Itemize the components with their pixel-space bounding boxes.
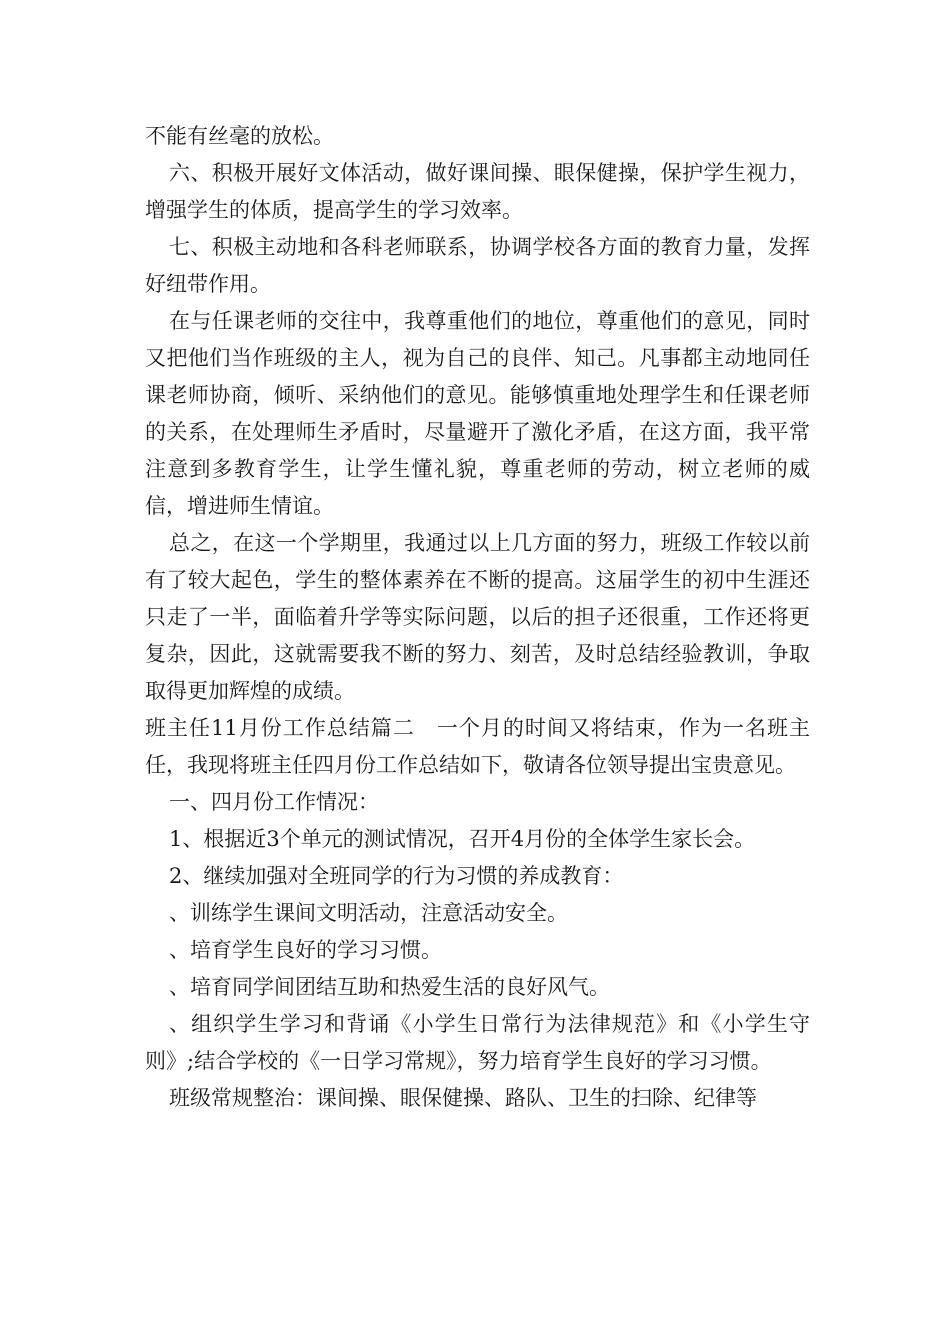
section-heading-paragraph: 班主任11月份工作总结篇二 一个月的时间又将结束，作为一名班主任，我现将班主任四月份工作总结如下，敬请各位领导提出宝贵意见。 bbox=[145, 716, 810, 777]
paragraph: 六、积极开展好文体活动，做好课间操、眼保健操，保护学生视力，增强学生的体质，提高学生的学习效率。 bbox=[145, 161, 810, 222]
list-item: 、培育同学间团结互助和热爱生活的良好风气。 bbox=[169, 975, 610, 999]
document-page bbox=[145, 118, 810, 1117]
paragraph: 不能有丝毫的放松。 bbox=[145, 124, 334, 148]
list-heading: 一、四月份工作情况： bbox=[169, 790, 379, 814]
list-item: 2、继续加强对全班同学的行为习惯的养成教育： bbox=[169, 864, 624, 888]
paragraph: 在与任课老师的交往中，我尊重他们的地位，尊重他们的意见，同时又把他们当作班级的主人，视为自己的良伴、知己。凡事都主动地同任课老师协商，倾听、采纳他们的意见。能够慎重地处理学生和任课老师的关系，在处理师生矛盾时，尽量避开了激化矛盾，在这方面，我平常注意到多教育学生，让学生懂礼貌，尊重老师的劳动，树立老师的威信，增进师生情谊。 bbox=[145, 309, 810, 518]
paragraph: 总之，在这一个学期里，我通过以上几方面的努力，班级工作较以前有了较大起色，学生的整体素养在不断的提高。这届学生的初中生涯还只走了一半，面临着升学等实际问题，以后的担子还很重，工作还将更复杂，因此，这就需要我不断的努力、刻苦，及时总结经验教训，争取取得更加辉煌的成绩。 bbox=[145, 531, 810, 703]
list-item: 、培育学生良好的学习习惯。 bbox=[169, 938, 442, 962]
paragraph: 班级常规整治：课间操、眼保健操、路队、卫生的扫除、纪律等 bbox=[169, 1086, 757, 1110]
list-item: 、训练学生课间文明活动，注意活动安全。 bbox=[169, 901, 568, 925]
list-item: 、组织学生学习和背诵《小学生日常行为法律规范》和《小学生守则》;结合学校的《一日学习常规》，努力培育学生良好的学习习惯。 bbox=[145, 1012, 810, 1073]
paragraph: 七、积极主动地和各科老师联系，协调学校各方面的教育力量，发挥好纽带作用。 bbox=[145, 235, 810, 296]
list-item: 1、根据近3个单元的测试情况，召开4月份的全体学生家长会。 bbox=[169, 827, 756, 851]
